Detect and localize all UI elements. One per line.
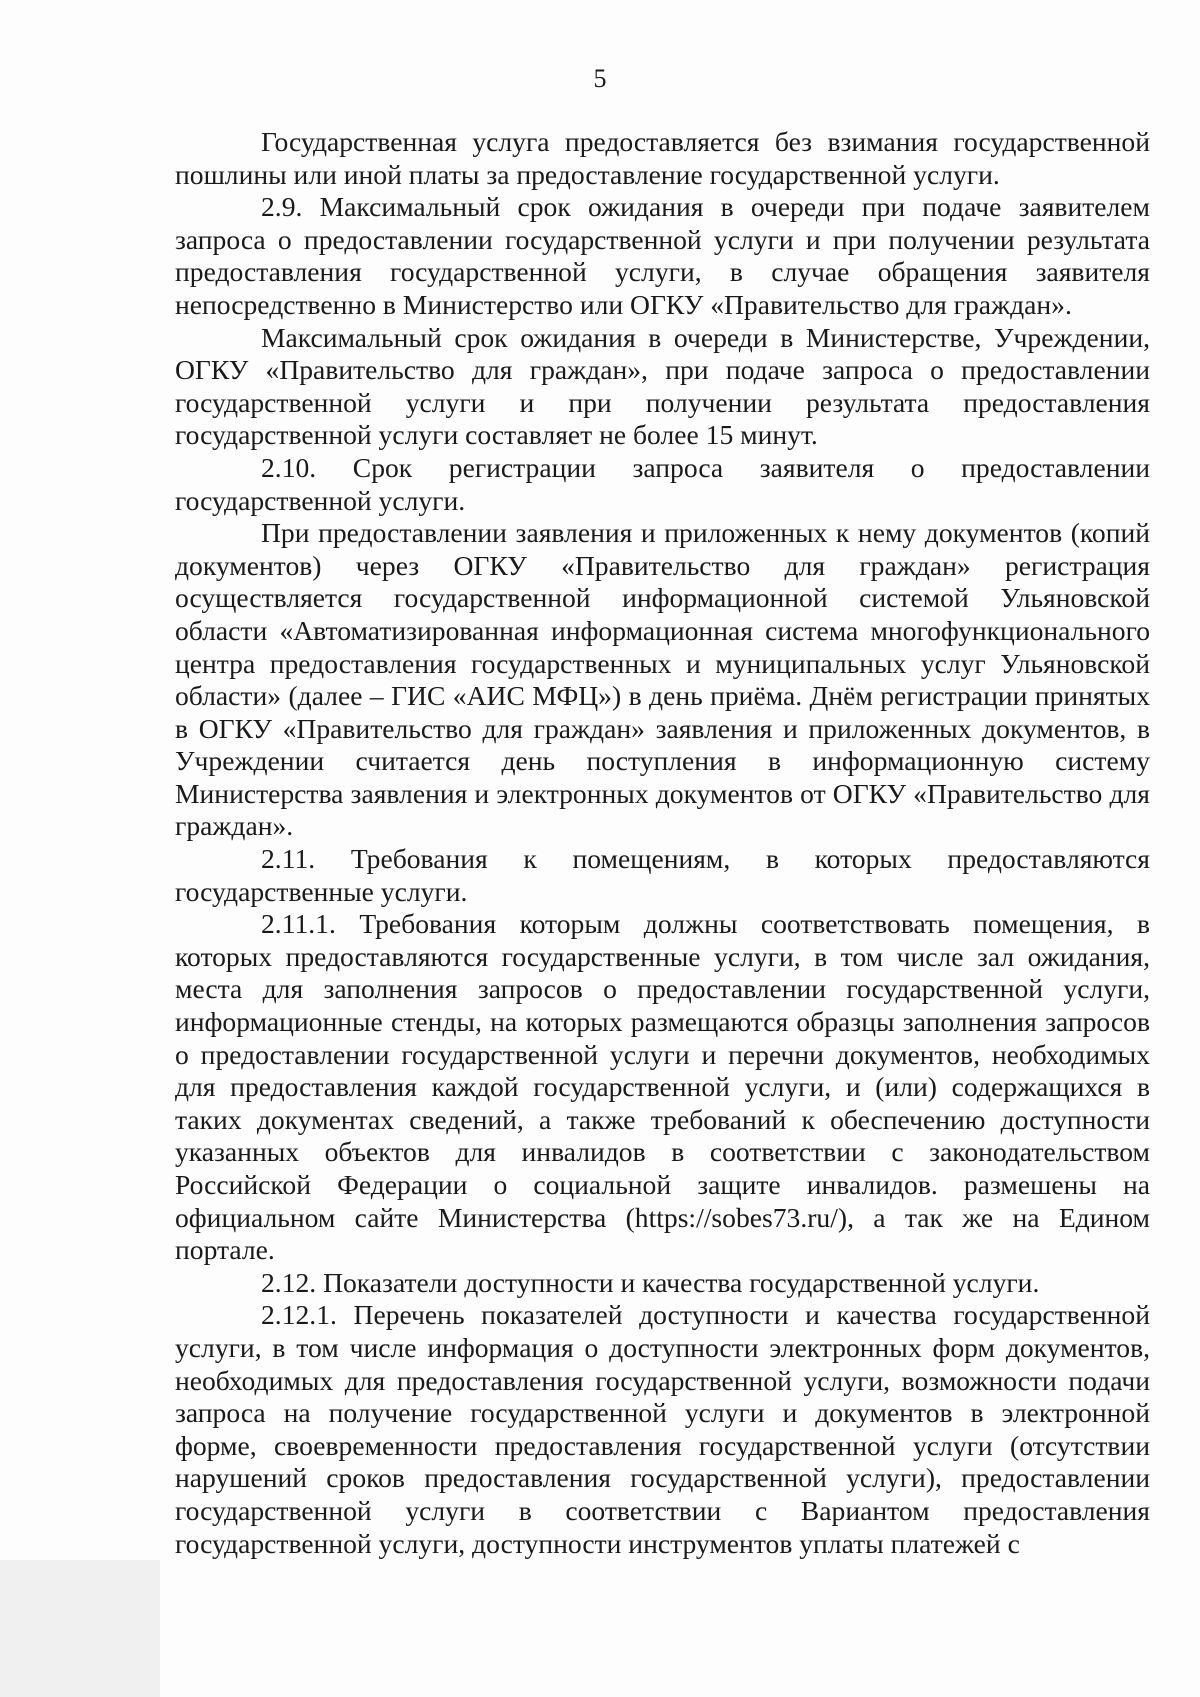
paragraph-2-11-1: 2.11.1. Требования которым должны соответствовать помещения, в которых предоставляются государственные услуги, в том числе зал ожидания, места для заполнения запросов о предоставлении государственной услуги, информационные стенды, на которых размещаются образцы заполнения запросов о предоставлении государственной услуги и перечни документов, необходимых для предоставления каждой государственной услуги, и (или) содержащихся в таких документах сведений, а также требований к обеспечению доступности указанных объектов для инвалидов в соответствии с законодательством Российской Федерации о социальной защите инвалидов. размешены на официальном сайте Министерства (https://sobes73.ru/), а так же на Едином портале. — [175, 908, 1150, 1266]
paragraph-queue-time: Максимальный срок ожидания в очереди в Министерстве, Учреждении, ОГКУ «Правительство для граждан», при подаче запроса о предоставлении государственной услуги и при получении результата предоставления государственной услуги составляет не более 15 минут. — [175, 321, 1150, 451]
paragraph-2-10: 2.10. Срок регистрации запроса заявителя о предоставлении государственной услуги. — [175, 451, 1150, 516]
paragraph-registration: При предоставлении заявления и приложенных к нему документов (копий документов) через ОГКУ «Правительство для граждан» регистрация осуществляется государственной информационной системой Ульяновской области «Автоматизированная информационная система многофункционального центра предоставления государственных и муниципальных услуг Ульяновской области» (далее – ГИС «АИС МФЦ») в день приёма. Днём регистрации принятых в ОГКУ «Правительство для граждан» заявления и приложенных документов, в Учреждении считается день поступления в информационную систему Министерства заявления и электронных документов от ОГКУ «Правительство для граждан». — [175, 517, 1150, 842]
paragraph-2-11: 2.11. Требования к помещениям, в которых предоставляются государственные услуги. — [175, 843, 1150, 907]
paragraph-fee: Государственная услуга предоставляется без взимания государственной пошлины или иной платы за предоставление государственной услуги. — [175, 126, 1150, 190]
document-body — [175, 126, 1150, 1560]
scan-noise — [0, 1560, 160, 1697]
paragraph-2-12: 2.12. Показатели доступности и качества государственной услуги. — [261, 1266, 1040, 1298]
paragraph-2-12-1: 2.12.1. Перечень показателей доступности и качества государственной услуги, в том числе информация о доступности электронных форм документов, необходимых для предоставления государственной услуги, возможности подачи запроса на получение государственной услуги и документов в электронной форме, своевременности предоставления государственной услуги (отсутствии нарушений сроков предоставления государственной услуги), предоставлении государственной услуги в соответствии с Вариантом предоставления государственной услуги, доступности инструментов уплаты платежей с — [175, 1299, 1150, 1559]
paragraph-2-9: 2.9. Максимальный срок ожидания в очереди при подаче заявителем запроса о предоставлении государственной услуги и при получении результата предоставления государственной услуги, в случае обращения заявителя непосредственно в Министерство или ОГКУ «Правительство для граждан». — [175, 191, 1150, 320]
page-number: 5 — [593, 64, 607, 93]
